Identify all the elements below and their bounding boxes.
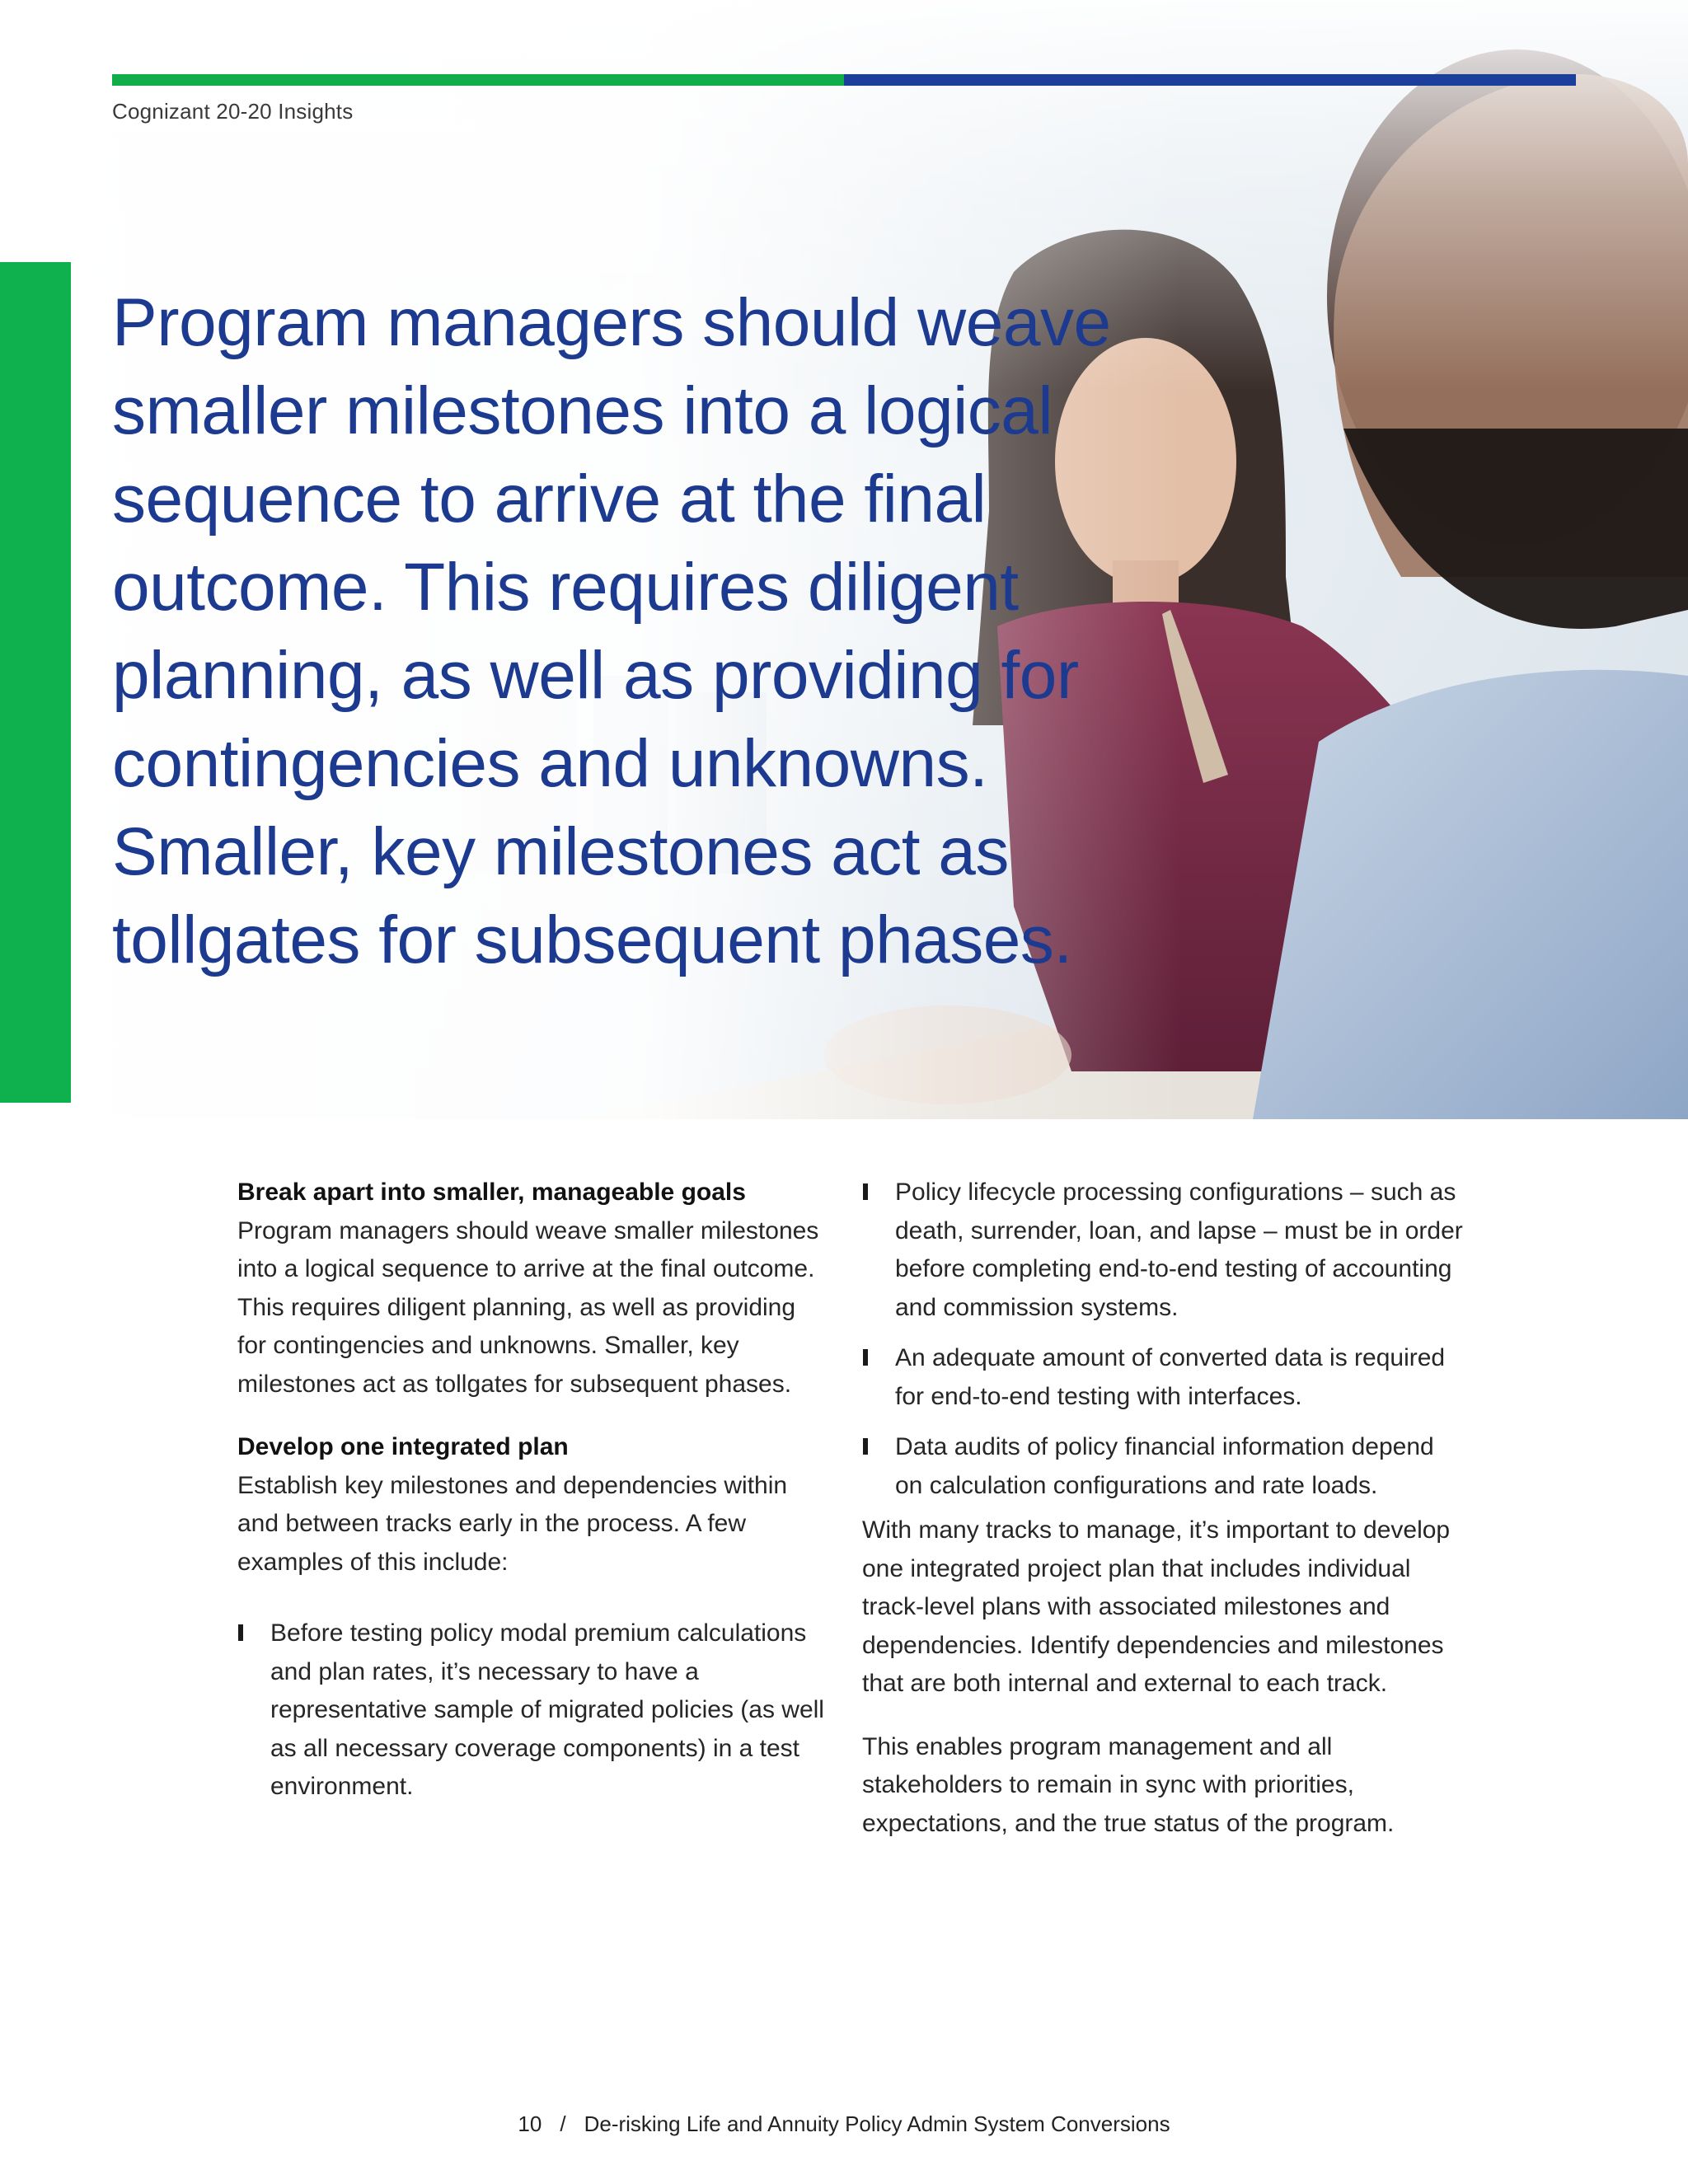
pull-quote-accent-bar: [0, 262, 71, 1103]
list-item-text: Data audits of policy financial information depend on calculation configurations and rate loads.: [895, 1433, 1434, 1499]
header-rule-blue: [844, 74, 1576, 86]
list-item-text: Before testing policy modal premium calculations and plan rates, it’s necessary to have a representative sample of migrated policies (as well as all necessary coverage components) in a test environment.: [270, 1619, 824, 1800]
list-item: [862, 1339, 1464, 1416]
running-head: Cognizant 20-20 Insights: [112, 99, 354, 124]
page-footer: [0, 2111, 1688, 2137]
paragraph-stakeholders-sync: This enables program management and all stakeholders to remain in sync with priorities, expectations, and the true status of the program.: [862, 1732, 1395, 1837]
bullet-bar-icon: [238, 1624, 243, 1641]
section-heading-smaller-goals: Break apart into smaller, manageable goals: [237, 1179, 746, 1206]
list-item: [237, 1615, 831, 1807]
bullet-bar-icon: [863, 1438, 868, 1455]
bullet-list-right: [862, 1174, 1464, 1505]
page-number: 10: [518, 2111, 542, 2136]
left-column: [237, 1174, 831, 1807]
bullet-bar-icon: [863, 1183, 868, 1200]
section-body-smaller-goals: Program managers should weave smaller milestones into a logical sequence to arrive at the final outcome. This requires diligent planning, as well as providing for contingencies and unknowns. Smaller, key milestones act as tollgates for subsequent phases.: [237, 1216, 819, 1398]
publication-title: De-risking Life and Annuity Policy Admin System Conversions: [584, 2111, 1170, 2136]
list-item: [862, 1174, 1464, 1327]
section-heading-integrated-plan: Develop one integrated plan: [237, 1433, 569, 1460]
list-item-text: An adequate amount of converted data is required for end-to-end testing with interfaces.: [895, 1344, 1446, 1410]
bullet-list-left: [237, 1615, 831, 1807]
header-rule-green: [112, 74, 844, 86]
list-item-text: Policy lifecycle processing configurations – such as death, surrender, loan, and lapse – must be in order before completing end-to-end testing of accounting and commission systems.: [895, 1179, 1463, 1321]
list-item: [862, 1428, 1464, 1505]
bullet-bar-icon: [863, 1349, 868, 1366]
right-column: [862, 1174, 1464, 1843]
footer-separator: /: [560, 2111, 566, 2136]
paragraph-integrated-project-plan: With many tracks to manage, it’s important to develop one integrated project plan that includes individual track-level plans with associated milestones and dependencies. Identify dependencies and milestones that are both internal and external to each track.: [862, 1516, 1451, 1697]
pull-quote: Program managers should weave smaller milestones into a logical sequence to arrive at the final outcome. This requires diligent planning, as well as providing for contingencies and unknowns. Smaller, key milestones act as tollgates for subsequent phases.: [112, 285, 1111, 977]
section-body-integrated-plan: Establish key milestones and dependencies within and between tracks early in the process. A few examples of this include:: [237, 1471, 788, 1576]
